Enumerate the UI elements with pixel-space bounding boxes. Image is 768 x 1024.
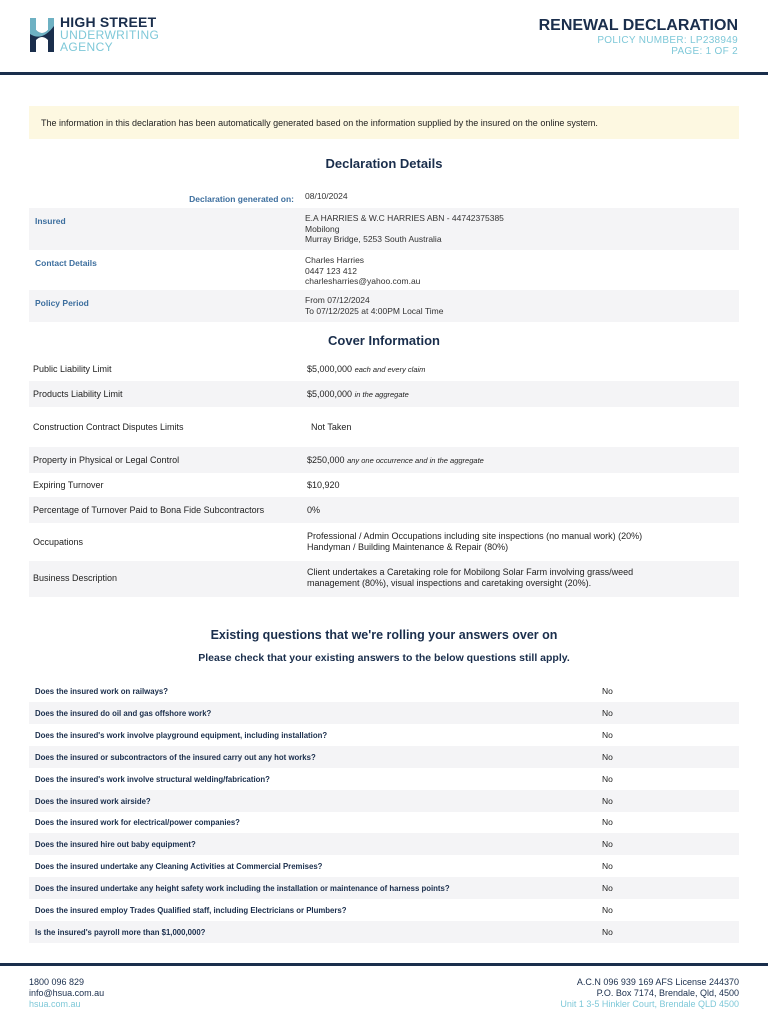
contact-line: 0447 123 412 xyxy=(305,265,357,276)
cover-value xyxy=(307,567,633,588)
occupation-line: Professional / Admin Occupations including site inspections (no manual work) (20%) xyxy=(307,531,643,541)
brand-line3: AGENCY xyxy=(60,40,114,54)
footer-po-box: P.O. Box 7174, Brendale, Qld, 4500 xyxy=(596,988,739,998)
question-text: Is the insured's payroll more than $1,000,000? xyxy=(35,927,206,937)
insured-row xyxy=(29,208,739,250)
period-to: To 07/12/2025 at 4:00PM Local Time xyxy=(305,305,444,316)
question-row xyxy=(29,855,739,877)
document-title: RENEWAL DECLARATION xyxy=(538,17,738,34)
footer-contact xyxy=(29,977,104,1010)
question-answer: No xyxy=(602,707,613,718)
auto-generated-notice: The information in this declaration has been automatically generated based on the information supplied by the insured on the online system. xyxy=(29,106,739,139)
contact-line: Charles Harries xyxy=(305,255,365,265)
question-text: Does the insured hire out baby equipment? xyxy=(35,840,196,850)
generated-label: Declaration generated on: xyxy=(189,194,294,204)
contact-details-row xyxy=(29,250,739,290)
question-answer: No xyxy=(602,751,613,762)
generated-value: 08/10/2024 xyxy=(305,191,348,201)
existing-questions-subheading: Please check that your existing answers to the below questions still apply. xyxy=(198,652,570,664)
period-label: Policy Period xyxy=(35,298,89,308)
cover-row xyxy=(29,407,739,447)
cover-information-heading: Cover Information xyxy=(328,333,440,348)
question-answer: No xyxy=(602,817,613,828)
question-text: Does the insured undertake any Cleaning Activities at Commercial Premises? xyxy=(35,862,323,872)
declaration-generated-row xyxy=(29,186,739,208)
footer-phone: 1800 096 829 xyxy=(29,977,85,987)
page-header xyxy=(0,0,768,75)
cover-amount: $5,000,000 xyxy=(307,389,353,399)
question-text: Does the insured undertake any height safety work including the installation or maintenance of harness points? xyxy=(35,884,450,894)
hsua-logo-icon xyxy=(28,16,56,54)
cover-value xyxy=(307,389,409,401)
cover-row xyxy=(29,561,739,597)
question-text: Does the insured's work involve playground equipment, including installation? xyxy=(35,730,328,740)
insured-line: Mobilong xyxy=(305,223,340,234)
question-row xyxy=(29,811,739,833)
question-text: Does the insured employ Trades Qualified staff, including Electricians or Plumbers? xyxy=(35,906,347,915)
insured-line: Murray Bridge, 5253 South Australia xyxy=(305,234,442,244)
question-row xyxy=(29,702,739,724)
cover-value: 0% xyxy=(307,505,321,515)
cover-row xyxy=(29,523,739,561)
cover-row xyxy=(29,473,739,497)
question-answer: No xyxy=(602,905,613,915)
period-from: From 07/12/2024 xyxy=(305,295,370,305)
insured-line: E.A HARRIES & W.C HARRIES ABN - 44742375385 xyxy=(305,213,504,223)
cover-note: each and every claim xyxy=(354,365,426,374)
contact-email: charlesharries@yahoo.com.au xyxy=(305,276,421,286)
footer-email[interactable]: info@hsua.com.au xyxy=(29,988,105,998)
cover-value: Not Taken xyxy=(311,422,352,432)
question-answer: No xyxy=(602,926,613,937)
question-row xyxy=(29,833,739,855)
footer-address: Unit 1 3-5 Hinkler Court, Brendale QLD 4500 xyxy=(560,999,739,1009)
question-row xyxy=(29,790,739,812)
cover-row xyxy=(29,381,739,407)
brand-line2: UNDERWRITING xyxy=(60,28,160,42)
cover-value xyxy=(307,531,642,552)
occupation-line: Handyman / Building Maintenance & Repair (80%) xyxy=(307,541,509,552)
cover-row xyxy=(29,447,739,473)
cover-label: Products Liability Limit xyxy=(33,389,123,399)
header-divider xyxy=(0,72,768,75)
brand-wordmark xyxy=(60,15,159,53)
question-row xyxy=(29,746,739,768)
brand-line1: HIGH STREET xyxy=(60,14,157,30)
policy-period-row xyxy=(29,290,739,322)
question-answer: No xyxy=(602,686,613,696)
document-title-block xyxy=(539,17,738,57)
question-text: Does the insured work airside? xyxy=(35,796,151,806)
footer-divider xyxy=(0,963,768,966)
question-text: Does the insured work on railways? xyxy=(35,687,169,696)
question-answer: No xyxy=(602,861,613,872)
cover-value: $10,920 xyxy=(307,480,340,490)
period-value xyxy=(305,295,443,316)
policy-number: POLICY NUMBER: LP238949 xyxy=(597,35,738,46)
cover-row xyxy=(29,497,739,523)
footer-company xyxy=(560,977,739,1010)
question-text: Does the insured do oil and gas offshore work? xyxy=(35,708,212,718)
question-answer: No xyxy=(602,729,613,740)
footer-acn: A.C.N 096 939 169 AFS License 244370 xyxy=(576,977,739,987)
footer-website-link[interactable]: hsua.com.au xyxy=(29,999,81,1009)
question-answer: No xyxy=(602,839,613,850)
contact-value xyxy=(305,255,420,287)
cover-value xyxy=(307,364,425,376)
cover-label: Property in Physical or Legal Control xyxy=(33,455,180,465)
question-row xyxy=(29,921,739,943)
cover-label: Expiring Turnover xyxy=(33,480,104,490)
question-answer: No xyxy=(602,773,613,784)
cover-value xyxy=(307,455,484,467)
cover-label: Percentage of Turnover Paid to Bona Fide Subcontractors xyxy=(33,505,265,515)
question-text: Does the insured work for electrical/power companies? xyxy=(35,818,240,828)
cover-note: any one occurrence and in the aggregate xyxy=(347,456,484,465)
page-indicator: PAGE: 1 OF 2 xyxy=(671,46,738,57)
question-row xyxy=(29,768,739,790)
description-line: Client undertakes a Caretaking role for Mobilong Solar Farm involving grass/weed xyxy=(307,567,634,577)
cover-amount: $250,000 xyxy=(307,455,345,465)
contact-label: Contact Details xyxy=(35,258,97,268)
description-line: management (80%), visual inspections and caretaking oversight (20%). xyxy=(307,577,592,588)
question-row xyxy=(29,724,739,746)
question-row xyxy=(29,680,739,702)
cover-label: Occupations xyxy=(33,537,84,547)
cover-note: in the aggregate xyxy=(354,390,409,399)
insured-value xyxy=(305,213,504,245)
question-text: Does the insured or subcontractors of the insured carry out any hot works? xyxy=(35,752,316,762)
question-row xyxy=(29,899,739,921)
cover-label: Business Description xyxy=(33,573,118,583)
insured-label: Insured xyxy=(35,216,66,226)
existing-questions-heading: Existing questions that we're rolling your answers over on xyxy=(210,628,558,642)
question-answer: No xyxy=(602,795,613,806)
cover-amount: $5,000,000 xyxy=(307,364,353,374)
question-answer: No xyxy=(602,883,613,894)
cover-label: Public Liability Limit xyxy=(33,364,112,374)
question-text: Does the insured's work involve structural welding/fabrication? xyxy=(35,774,270,784)
question-row xyxy=(29,877,739,899)
declaration-details-heading: Declaration Details xyxy=(325,156,443,171)
cover-label: Construction Contract Disputes Limits xyxy=(33,422,184,432)
cover-row xyxy=(29,357,739,381)
